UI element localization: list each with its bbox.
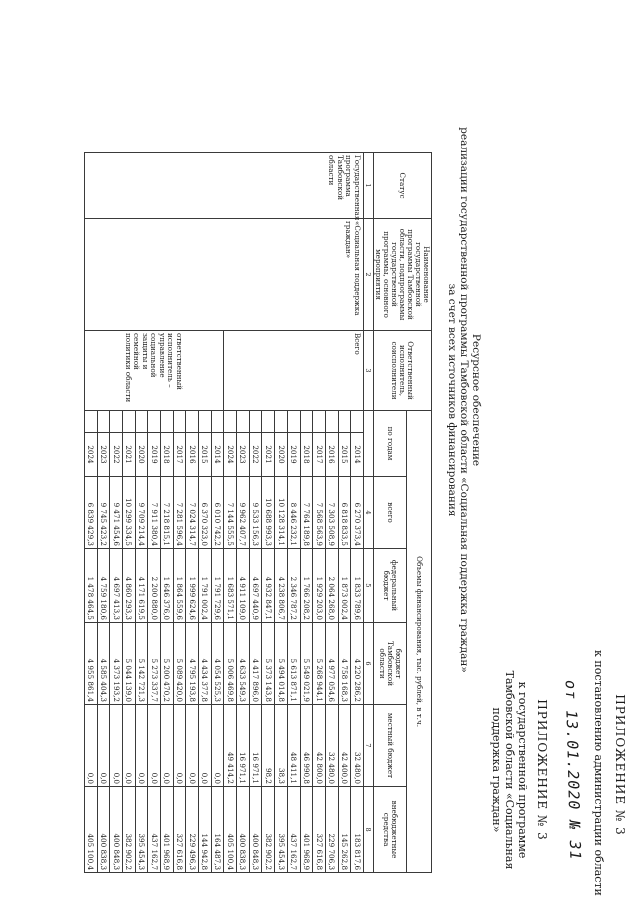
- spacer-cell: [275, 411, 288, 433]
- col-extra: внебюджетные средства: [374, 787, 407, 873]
- program-line-2: Тамбовской области «Социальная: [503, 670, 516, 870]
- spacer-cell: [262, 411, 275, 433]
- local-cell: 38,3: [275, 705, 288, 787]
- year-cell: 2015: [199, 433, 212, 477]
- spacer-cell: [351, 411, 364, 433]
- total-cell: 7 144 555,5: [224, 477, 237, 549]
- year-cell: 2015: [338, 433, 351, 477]
- local-cell: 46 990,8: [300, 705, 313, 787]
- col-index: 1: [364, 153, 374, 219]
- year-cell: 2017: [313, 433, 326, 477]
- year-cell: 2019: [287, 433, 300, 477]
- regional-cell: 5 268 944,1: [313, 623, 326, 705]
- total-cell: 6 370 323,0: [199, 477, 212, 549]
- total-cell: 7 764 189,8: [300, 477, 313, 549]
- regional-cell: 4 373 193,2: [110, 623, 123, 705]
- local-cell: 98,2: [262, 705, 275, 787]
- year-cell: 2021: [262, 433, 275, 477]
- federal-cell: 1 864 559,6: [173, 549, 186, 623]
- local-cell: 0,0: [186, 705, 199, 787]
- local-cell: 0,0: [135, 705, 148, 787]
- regional-cell: 5 006 469,8: [224, 623, 237, 705]
- total-cell: 10 128 314,1: [275, 477, 288, 549]
- extra-cell: 401 968,9: [300, 787, 313, 873]
- extra-cell: 437 162,7: [148, 787, 161, 873]
- federal-cell: 2 200 880,0: [148, 549, 161, 623]
- federal-cell: 1 791 729,6: [211, 549, 224, 623]
- local-cell: 0,0: [97, 705, 110, 787]
- federal-cell: 4 759 180,6: [97, 549, 110, 623]
- federal-cell: 4 238 806,7: [275, 549, 288, 623]
- regional-cell: 4 758 168,3: [338, 623, 351, 705]
- local-cell: 0,0: [173, 705, 186, 787]
- year-cell: 2022: [110, 433, 123, 477]
- local-cell: 32 480,0: [325, 705, 338, 787]
- extra-cell: 401 968,9: [161, 787, 174, 873]
- total-cell: 8 446 232,1: [287, 477, 300, 549]
- federal-cell: 2 346 787,2: [287, 549, 300, 623]
- title-line-2: реализации государственной программы Тамбовской области «Социальная поддержка граждан»: [458, 127, 470, 673]
- status-cell: Государственная программа Тамбовской области: [84, 153, 363, 219]
- regional-cell: 5 089 420,0: [173, 623, 186, 705]
- federal-cell: 1 683 571,1: [224, 549, 237, 623]
- local-cell: 0,0: [199, 705, 212, 787]
- year-cell: 2023: [237, 433, 250, 477]
- document-title: [446, 100, 482, 700]
- col-index: 4: [364, 477, 374, 549]
- regional-cell: 5 273 337,7: [148, 623, 161, 705]
- federal-cell: 1 478 464,5: [84, 549, 97, 623]
- title-line-3: за счет всех источников финансирования: [446, 283, 458, 517]
- regional-cell: 5 613 871,1: [287, 623, 300, 705]
- col-total: всего: [374, 477, 407, 549]
- total-cell: 9 709 214,4: [135, 477, 148, 549]
- federal-cell: 4 911 109,0: [237, 549, 250, 623]
- col-regional: бюджет Тамбовской области: [374, 623, 407, 705]
- extra-cell: 145 262,8: [338, 787, 351, 873]
- regional-cell: 4 633 549,3: [237, 623, 250, 705]
- total-cell: 7 303 508,9: [325, 477, 338, 549]
- regional-cell: 4 955 861,4: [84, 623, 97, 705]
- total-cell: 7 281 596,4: [173, 477, 186, 549]
- spacer-cell: [211, 411, 224, 433]
- regional-cell: 5 142 721,3: [135, 623, 148, 705]
- col-index: 5: [364, 549, 374, 623]
- col-local: местный бюджет: [374, 705, 407, 787]
- regional-cell: 5 549 021,9: [300, 623, 313, 705]
- total-cell: 6 270 373,4: [351, 477, 364, 549]
- year-cell: 2020: [275, 433, 288, 477]
- header-row-1: [407, 153, 432, 873]
- total-cell: 9 745 423,2: [97, 477, 110, 549]
- total-cell: 7 024 314,7: [186, 477, 199, 549]
- local-cell: 42 400,0: [338, 705, 351, 787]
- handwritten-date-number: от 13.01.2020 № 31: [561, 679, 585, 861]
- spacer-cell: [97, 411, 110, 433]
- year-cell: 2017: [173, 433, 186, 477]
- executor-cell: ответственный исполнитель – управление социальной защиты и семейной политики области: [84, 331, 224, 411]
- local-cell: 49 414,2: [224, 705, 237, 787]
- spacer-cell: [300, 411, 313, 433]
- federal-cell: 1 646 376,0: [161, 549, 174, 623]
- federal-cell: 1 873 002,4: [338, 549, 351, 623]
- local-cell: 0,0: [211, 705, 224, 787]
- year-cell: 2018: [300, 433, 313, 477]
- spacer-cell: [122, 411, 135, 433]
- extra-cell: 183 817,6: [351, 787, 364, 873]
- extra-cell: 400 838,3: [97, 787, 110, 873]
- title-line-1: Ресурсное обеспечение: [470, 333, 482, 467]
- table-body: [84, 153, 363, 873]
- total-cell: 10 299 334,5: [122, 477, 135, 549]
- extra-cell: 437 162,7: [287, 787, 300, 873]
- program-line-1: к государственной программе: [516, 681, 529, 859]
- col-executor: Ответственный исполнитель, соисполнители: [374, 331, 432, 411]
- local-cell: 0,0: [161, 705, 174, 787]
- federal-cell: 1 791 002,4: [199, 549, 212, 623]
- federal-cell: 1 766 208,2: [300, 549, 313, 623]
- spacer-cell: [186, 411, 199, 433]
- spacer-cell: [313, 411, 326, 433]
- regional-cell: 4 054 525,3: [211, 623, 224, 705]
- extra-cell: 229 706,3: [325, 787, 338, 873]
- federal-cell: 4 697 440,9: [249, 549, 262, 623]
- extra-cell: 400 838,3: [237, 787, 250, 873]
- spacer-cell: [237, 411, 250, 433]
- extra-cell: 382 902,2: [262, 787, 275, 873]
- col-volumes: Объемы финансирования, тыс. рублей, в т.ч.: [407, 411, 432, 873]
- col-index: 2: [364, 219, 374, 331]
- executor-cell: Всего: [224, 331, 364, 411]
- local-cell: 0,0: [84, 705, 97, 787]
- financing-table: [84, 152, 432, 873]
- total-cell: 9 533 156,3: [249, 477, 262, 549]
- extra-cell: 400 848,3: [110, 787, 123, 873]
- federal-cell: 1 929 203,0: [313, 549, 326, 623]
- total-cell: 6 839 429,3: [84, 477, 97, 549]
- col-index: 8: [364, 787, 374, 873]
- decree-reference: к постановлению администрации области: [592, 650, 605, 896]
- regional-cell: 4 585 404,3: [97, 623, 110, 705]
- year-cell: 2019: [148, 433, 161, 477]
- col-federal: федеральный бюджет: [374, 549, 407, 623]
- appendix-program-block: [490, 660, 548, 880]
- regional-cell: 5 373 143,8: [262, 623, 275, 705]
- spacer-cell: [84, 411, 97, 433]
- spacer-cell: [148, 411, 161, 433]
- col-index: [364, 411, 374, 477]
- local-cell: 48 411,1: [287, 705, 300, 787]
- total-cell: 9 962 407,7: [237, 477, 250, 549]
- federal-cell: 4 932 847,1: [262, 549, 275, 623]
- federal-cell: 4 697 413,3: [110, 549, 123, 623]
- year-cell: 2020: [135, 433, 148, 477]
- total-cell: 6 818 833,5: [338, 477, 351, 549]
- total-cell: 10 688 993,3: [262, 477, 275, 549]
- federal-cell: 2 064 268,0: [325, 549, 338, 623]
- local-cell: 32 480,0: [351, 705, 364, 787]
- federal-cell: 4 860 293,3: [122, 549, 135, 623]
- regional-cell: 5 200 470,2: [161, 623, 174, 705]
- extra-cell: 229 496,3: [186, 787, 199, 873]
- regional-cell: 4 220 286,2: [351, 623, 364, 705]
- spacer-cell: [173, 411, 186, 433]
- year-cell: 2022: [249, 433, 262, 477]
- year-cell: 2016: [325, 433, 338, 477]
- spacer-cell: [135, 411, 148, 433]
- extra-cell: 405 100,4: [224, 787, 237, 873]
- federal-cell: 1 999 624,6: [186, 549, 199, 623]
- year-cell: 2016: [186, 433, 199, 477]
- table-row: [351, 153, 364, 873]
- year-cell: 2014: [351, 433, 364, 477]
- local-cell: 0,0: [148, 705, 161, 787]
- regional-cell: 4 417 896,0: [249, 623, 262, 705]
- extra-cell: 400 848,3: [249, 787, 262, 873]
- extra-cell: 164 487,3: [211, 787, 224, 873]
- year-cell: 2018: [161, 433, 174, 477]
- total-cell: 7 218 815,1: [161, 477, 174, 549]
- local-cell: 16 971,1: [237, 705, 250, 787]
- extra-cell: 382 902,2: [122, 787, 135, 873]
- year-cell: 2024: [224, 433, 237, 477]
- local-cell: 0,0: [110, 705, 123, 787]
- col-index: 7: [364, 705, 374, 787]
- col-index: 3: [364, 331, 374, 411]
- extra-cell: 327 616,8: [173, 787, 186, 873]
- spacer-cell: [249, 411, 262, 433]
- regional-cell: 5 044 139,0: [122, 623, 135, 705]
- local-cell: 42 800,0: [313, 705, 326, 787]
- year-cell: 2023: [97, 433, 110, 477]
- federal-cell: 4 171 619,5: [135, 549, 148, 623]
- local-cell: 16 971,1: [249, 705, 262, 787]
- extra-cell: 395 454,3: [135, 787, 148, 873]
- local-cell: 0,0: [122, 705, 135, 787]
- spacer-cell: [287, 411, 300, 433]
- regional-cell: 4 795 193,8: [186, 623, 199, 705]
- extra-cell: 144 942,8: [199, 787, 212, 873]
- federal-cell: 1 833 789,6: [351, 549, 364, 623]
- appendix-decree-block: [592, 650, 627, 896]
- total-cell: 7 568 563,9: [313, 477, 326, 549]
- spacer-cell: [161, 411, 174, 433]
- program-line-3: поддержка граждан»: [490, 707, 503, 833]
- appendix-heading: ПРИЛОЖЕНИЕ № 3: [613, 694, 627, 836]
- col-by-years: по годам: [374, 411, 407, 477]
- year-cell: 2021: [122, 433, 135, 477]
- extra-cell: 405 100,4: [84, 787, 97, 873]
- program-name-cell: «Социальная поддержка граждан»: [84, 219, 363, 331]
- column-index-row: [364, 153, 374, 873]
- total-cell: 9 471 454,6: [110, 477, 123, 549]
- total-cell: 6 010 742,2: [211, 477, 224, 549]
- spacer-cell: [325, 411, 338, 433]
- appendix-heading-2: ПРИЛОЖЕНИЕ № 3: [535, 699, 549, 841]
- regional-cell: 4 977 054,6: [325, 623, 338, 705]
- spacer-cell: [338, 411, 351, 433]
- extra-cell: 395 454,3: [275, 787, 288, 873]
- total-cell: 7 911 380,4: [148, 477, 161, 549]
- extra-cell: 327 616,8: [313, 787, 326, 873]
- regional-cell: 4 434 377,8: [199, 623, 212, 705]
- year-cell: 2014: [211, 433, 224, 477]
- col-name: Наименование государственной программы Тамбовской области, подпрограммы государственной программы, основного мероприятия: [374, 219, 432, 331]
- col-index: 6: [364, 623, 374, 705]
- year-cell: 2024: [84, 433, 97, 477]
- regional-cell: 5 494 014,8: [275, 623, 288, 705]
- spacer-cell: [224, 411, 237, 433]
- spacer-cell: [110, 411, 123, 433]
- col-status: Статус: [374, 153, 432, 219]
- spacer-cell: [199, 411, 212, 433]
